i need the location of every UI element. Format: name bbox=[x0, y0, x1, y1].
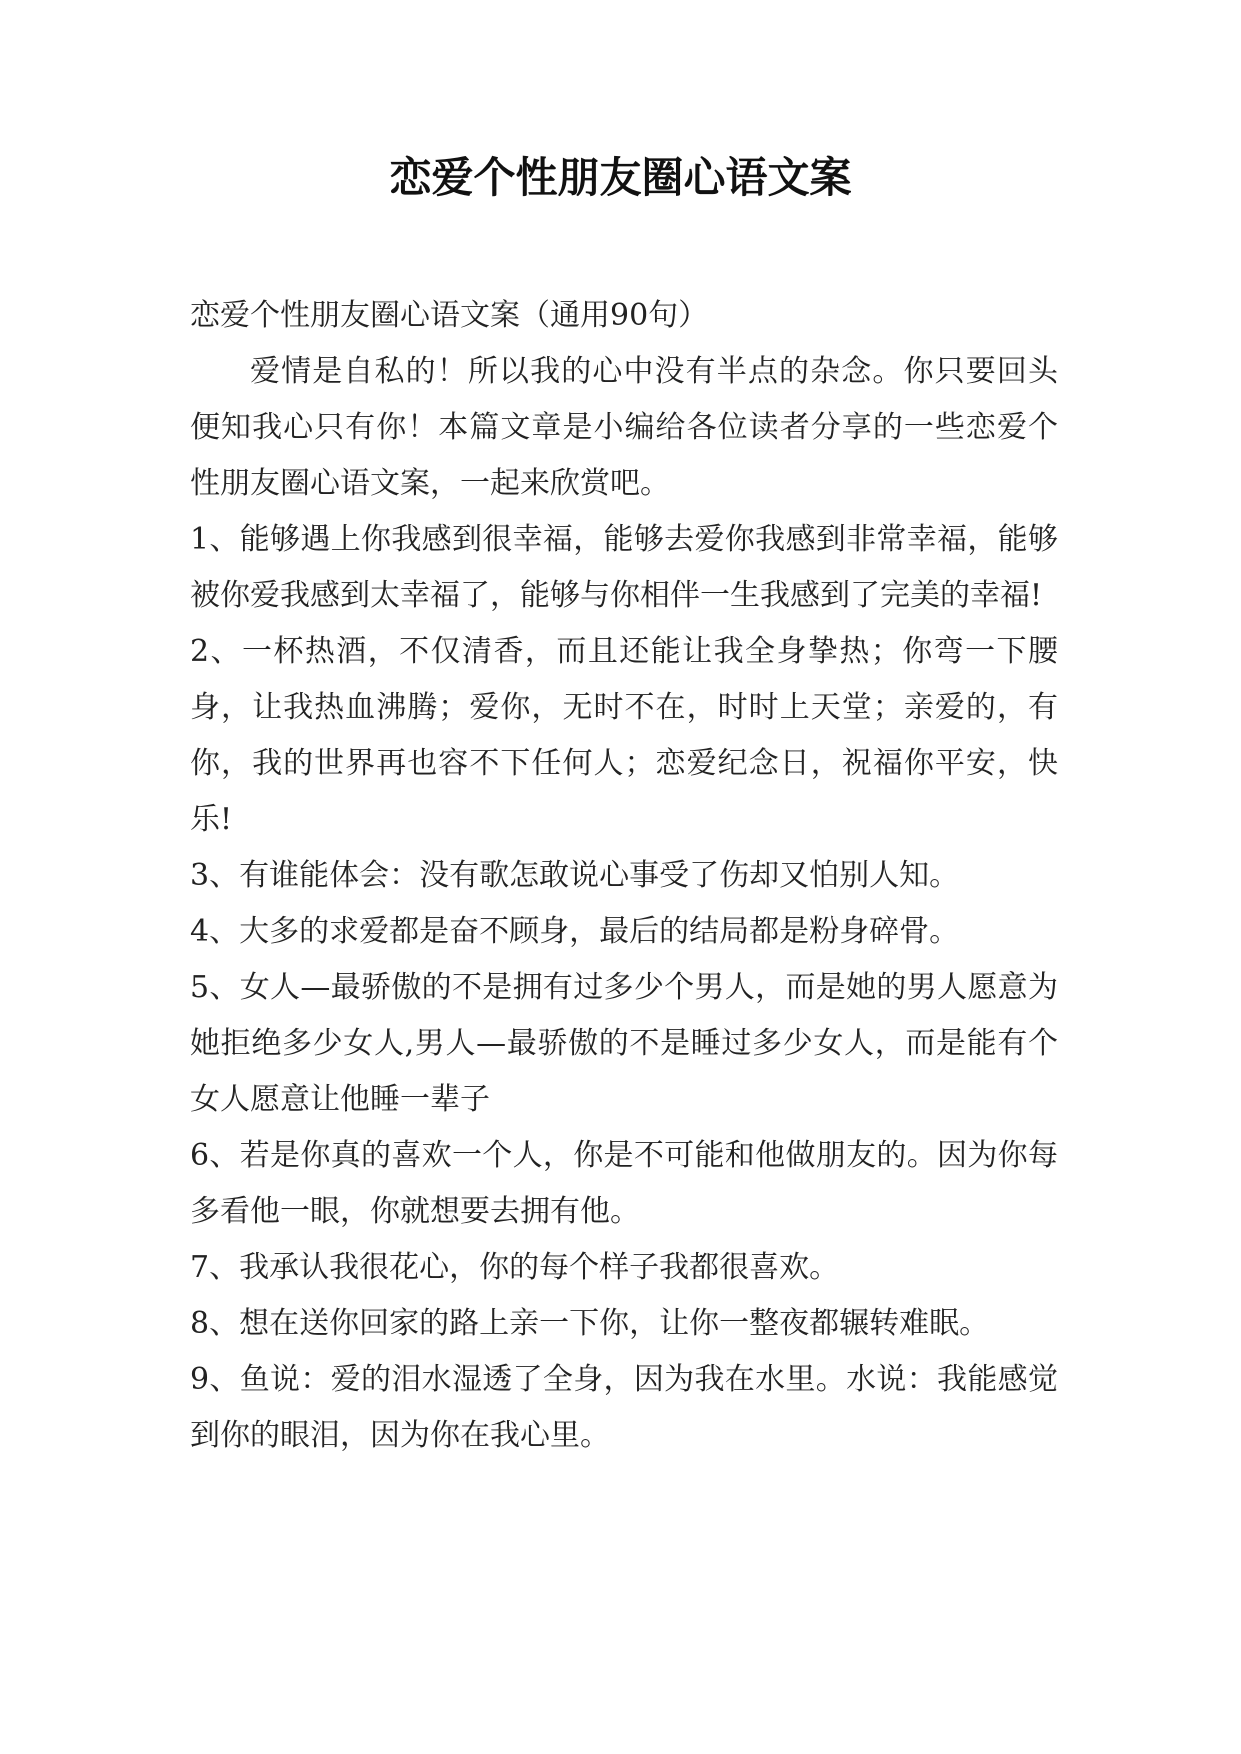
list-item-3: 3、有谁能体会：没有歌怎敢说心事受了伤却又怕别人知。 bbox=[190, 858, 960, 893]
list-item-7: 7、我承认我很花心，你的每个样子我都很喜欢。 bbox=[190, 1250, 840, 1285]
list-item-5: 5、女人—最骄傲的不是拥有过多少个男人，而是她的男人愿意为她拒绝多少女人,男人—最骄傲的不是睡过多少女人，而是能有个女人愿意让他睡一辈子 bbox=[190, 970, 1058, 1117]
list-item-8: 8、想在送你回家的路上亲一下你，让你一整夜都辗转难眠。 bbox=[190, 1306, 990, 1341]
list-item-9: 9、鱼说：爱的泪水湿透了全身，因为我在水里。水说：我能感觉到你的眼泪，因为你在我心里。 bbox=[190, 1362, 1058, 1453]
list-item-6: 6、若是你真的喜欢一个人，你是不可能和他做朋友的。因为你每多看他一眼，你就想要去拥有他。 bbox=[190, 1138, 1058, 1229]
intro-paragraph: 爱情是自私的！所以我的心中没有半点的杂念。你只要回头便知我心只有你！本篇文章是小编给各位读者分享的一些恋爱个性朋友圈心语文案，一起来欣赏吧。 bbox=[190, 354, 1058, 501]
list-item-1: 1、能够遇上你我感到很幸福，能够去爱你我感到非常幸福，能够被你爱我感到太幸福了，能够与你相伴一生我感到了完美的幸福! bbox=[190, 522, 1058, 613]
list-item-4: 4、大多的求爱都是奋不顾身，最后的结局都是粉身碎骨。 bbox=[190, 914, 960, 949]
document-body bbox=[190, 288, 1058, 1464]
list-item-2: 2、一杯热酒，不仅清香，而且还能让我全身挚热；你弯一下腰身，让我热血沸腾；爱你，无时不在，时时上天堂；亲爱的，有你，我的世界再也容不下任何人；恋爱纪念日，祝福你平安，快乐! bbox=[190, 634, 1058, 837]
document-title: 恋爱个性朋友圈心语文案 bbox=[389, 153, 852, 202]
document-subtitle: 恋爱个性朋友圈心语文案（通用90句） bbox=[190, 298, 709, 333]
